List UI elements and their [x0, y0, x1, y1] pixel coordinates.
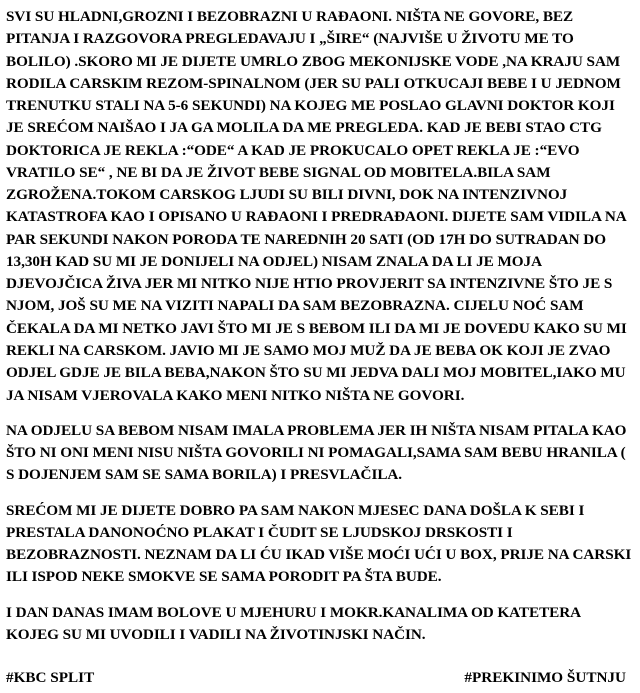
paragraph-3: SREĆOM MI JE DIJETE DOBRO PA SAM NAKON MJESEC DANA DOŠLA K SEBI I PRESTALA DANONOĆNO PLAKAT I ČUDIT SE LJUDSKOJ DRSKOSTI I BEZOBRAZNOSTI. NEZNAM DA LI ĆU IKAD VIŠE MOĆI UĆI U BOX, PRIJE NA CARSKI ILI ISPOD NEKE SMOKVE SE SAMA PORODIT PA ŠTA BUDE.	[6, 501, 632, 586]
paragraph-4: I DAN DANAS IMAM BOLOVE U MJEHURU I MOKR.KANALIMA OD KATETERA KOJEG SU MI UVODILI I VADILI NA ŽIVOTINJSKI NAČIN.	[6, 603, 581, 643]
hashtag-location: #KBC SPLIT	[6, 668, 95, 686]
layout-spacer	[6, 646, 632, 651]
paragraph-2: NA ODJELU SA BEBOM NISAM IMALA PROBLEMA JER IH NIŠTA NISAM PITALA KAO ŠTO NI ONI MENI NISU NIŠTA GOVORILI NI POMAGALI,SAMA SAM BEBU HRANILA ( S DOJENJEM SAM SE SAMA BORILA) I PRESVLAČILA.	[6, 421, 627, 484]
footer-hashtags	[6, 667, 632, 689]
document-body	[6, 6, 632, 646]
hashtag-campaign: #PREKINIMO ŠUTNJU	[464, 668, 626, 686]
paragraph-1: SVI SU HLADNI,GROZNI I BEZOBRAZNI U RAĐAONI. NIŠTA NE GOVORE, BEZ PITANJA I RAZGOVORA PREGLEDAVAJU I „ŠIRE“ (NAJVIŠE U ŽIVOTU ME TO BOLILO) .SKORO MI JE DIJETE UMRLO ZBOG MEKONIJSKE VODE ,NA KRAJU SAM RODILA CARSKIM REZOM-SPINALNOM (JER SU PALI OTKUCAJI BEBE I U JEDNOM TRENUTKU STALI NA 5-6 SEKUNDI) NA KOJEG ME POSLAO GLAVNI DOKTOR KOJI JE SREĆOM NAIŠAO I JA GA MOLILA DA ME PREGLEDA. KAD JE BEBI STAO CTG DOKTORICA JE REKLA :“ODE“ A KAD JE PROKUCALO OPET REKLA JE :“EVO VRATILO SE“ , NE BI DA JE ŽIVOT BEBE SIGNAL OD MOBITELA.BILA SAM ZGROŽENA.TOKOM CARSKOG LJUDI SU BILI DIVNI, DOK NA INTENZIVNOJ KATASTROFA KAO I OPISANO U RAĐAONI I PREDRAĐAONI. DIJETE SAM VIDILA NA PAR SEKUNDI NAKON PORODA TE NAREDNIH 20 SATI (OD 17H DO SUTRADAN DO 13,30H KAD SU MI JE DONIJELI NA ODJEL) NISAM ZNALA DA LI JE MOJA DJEVOJČICA ŽIVA JER MI NITKO NIJE HTIO PROVJERIT SA INTENZIVNE ŠTO JE S NJOM, JOŠ SU ME NA VIZITI NAPALI DA SAM BEZOBRAZNA. CIJELU NOĆ SAM ČEKALA DA MI NETKO JAVI ŠTO MI JE S BEBOM ILI DA MI JE DOVEDU KAKO SU MI REKLI NA CARSKOM. JAVIO MI JE SAMO MOJ MUŽ DA JE BEBA OK KOJI JE ZVAO ODJEL GDJE JE BILA BEBA,NAKON ŠTO SU MI JEDVA DALI MOJ MOBITEL,IAKO MU JA NISAM VJEROVALA KAKO MENI NITKO NIŠTA NE GOVORI.	[6, 8, 627, 404]
